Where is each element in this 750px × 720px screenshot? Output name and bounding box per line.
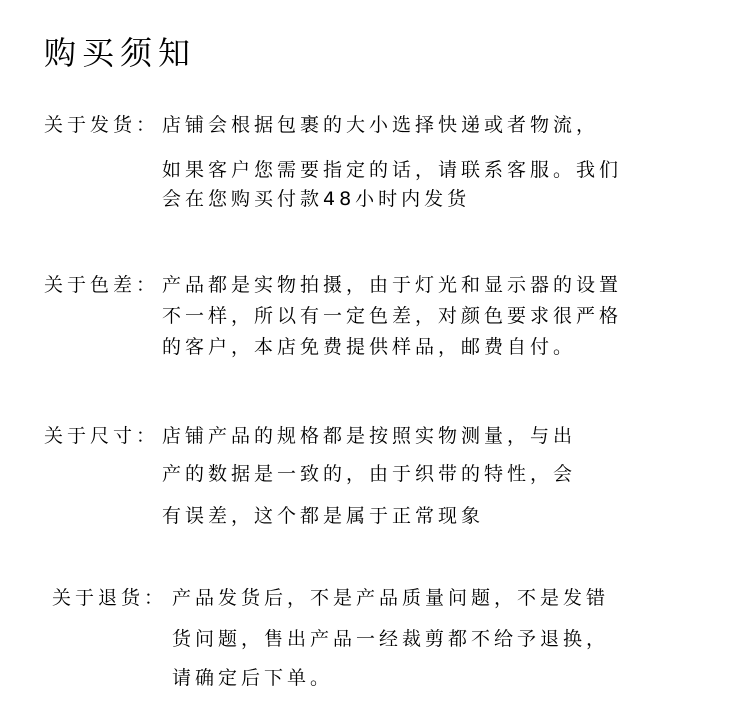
returns-label: 关于退货： bbox=[52, 587, 168, 609]
returns-line-2: 货问题，售出产品一经裁剪都不给予退换， bbox=[172, 628, 610, 650]
returns-line-1: 产品发货后，不是产品质量问题，不是发错 bbox=[172, 587, 610, 609]
size-line-1: 店铺产品的规格都是按照实物测量，与出 bbox=[162, 425, 577, 447]
color-diff-line-1: 产品都是实物拍摄，由于灯光和显示器的设置 bbox=[162, 274, 623, 296]
color-diff-line-2: 不一样，所以有一定色差，对颜色要求很严格 bbox=[162, 305, 623, 327]
color-diff-label: 关于色差： bbox=[44, 274, 160, 296]
returns-line-3: 请确定后下单。 bbox=[172, 667, 334, 689]
size-label: 关于尺寸： bbox=[44, 425, 160, 447]
size-line-3: 有误差，这个都是属于正常现象 bbox=[162, 505, 485, 527]
size-line-2: 产的数据是一致的，由于织带的特性，会 bbox=[162, 463, 577, 485]
shipping-label: 关于发货： bbox=[44, 114, 160, 136]
color-diff-line-3: 的客户，本店免费提供样品，邮费自付。 bbox=[162, 336, 577, 358]
shipping-line-3: 会在您购买付款48小时内发货 bbox=[162, 188, 471, 210]
page-title: 购买须知 bbox=[44, 34, 197, 72]
shipping-line-1: 店铺会根据包裹的大小选择快递或者物流， bbox=[162, 114, 600, 136]
shipping-line-2: 如果客户您需要指定的话，请联系客服。我们 bbox=[162, 159, 623, 181]
